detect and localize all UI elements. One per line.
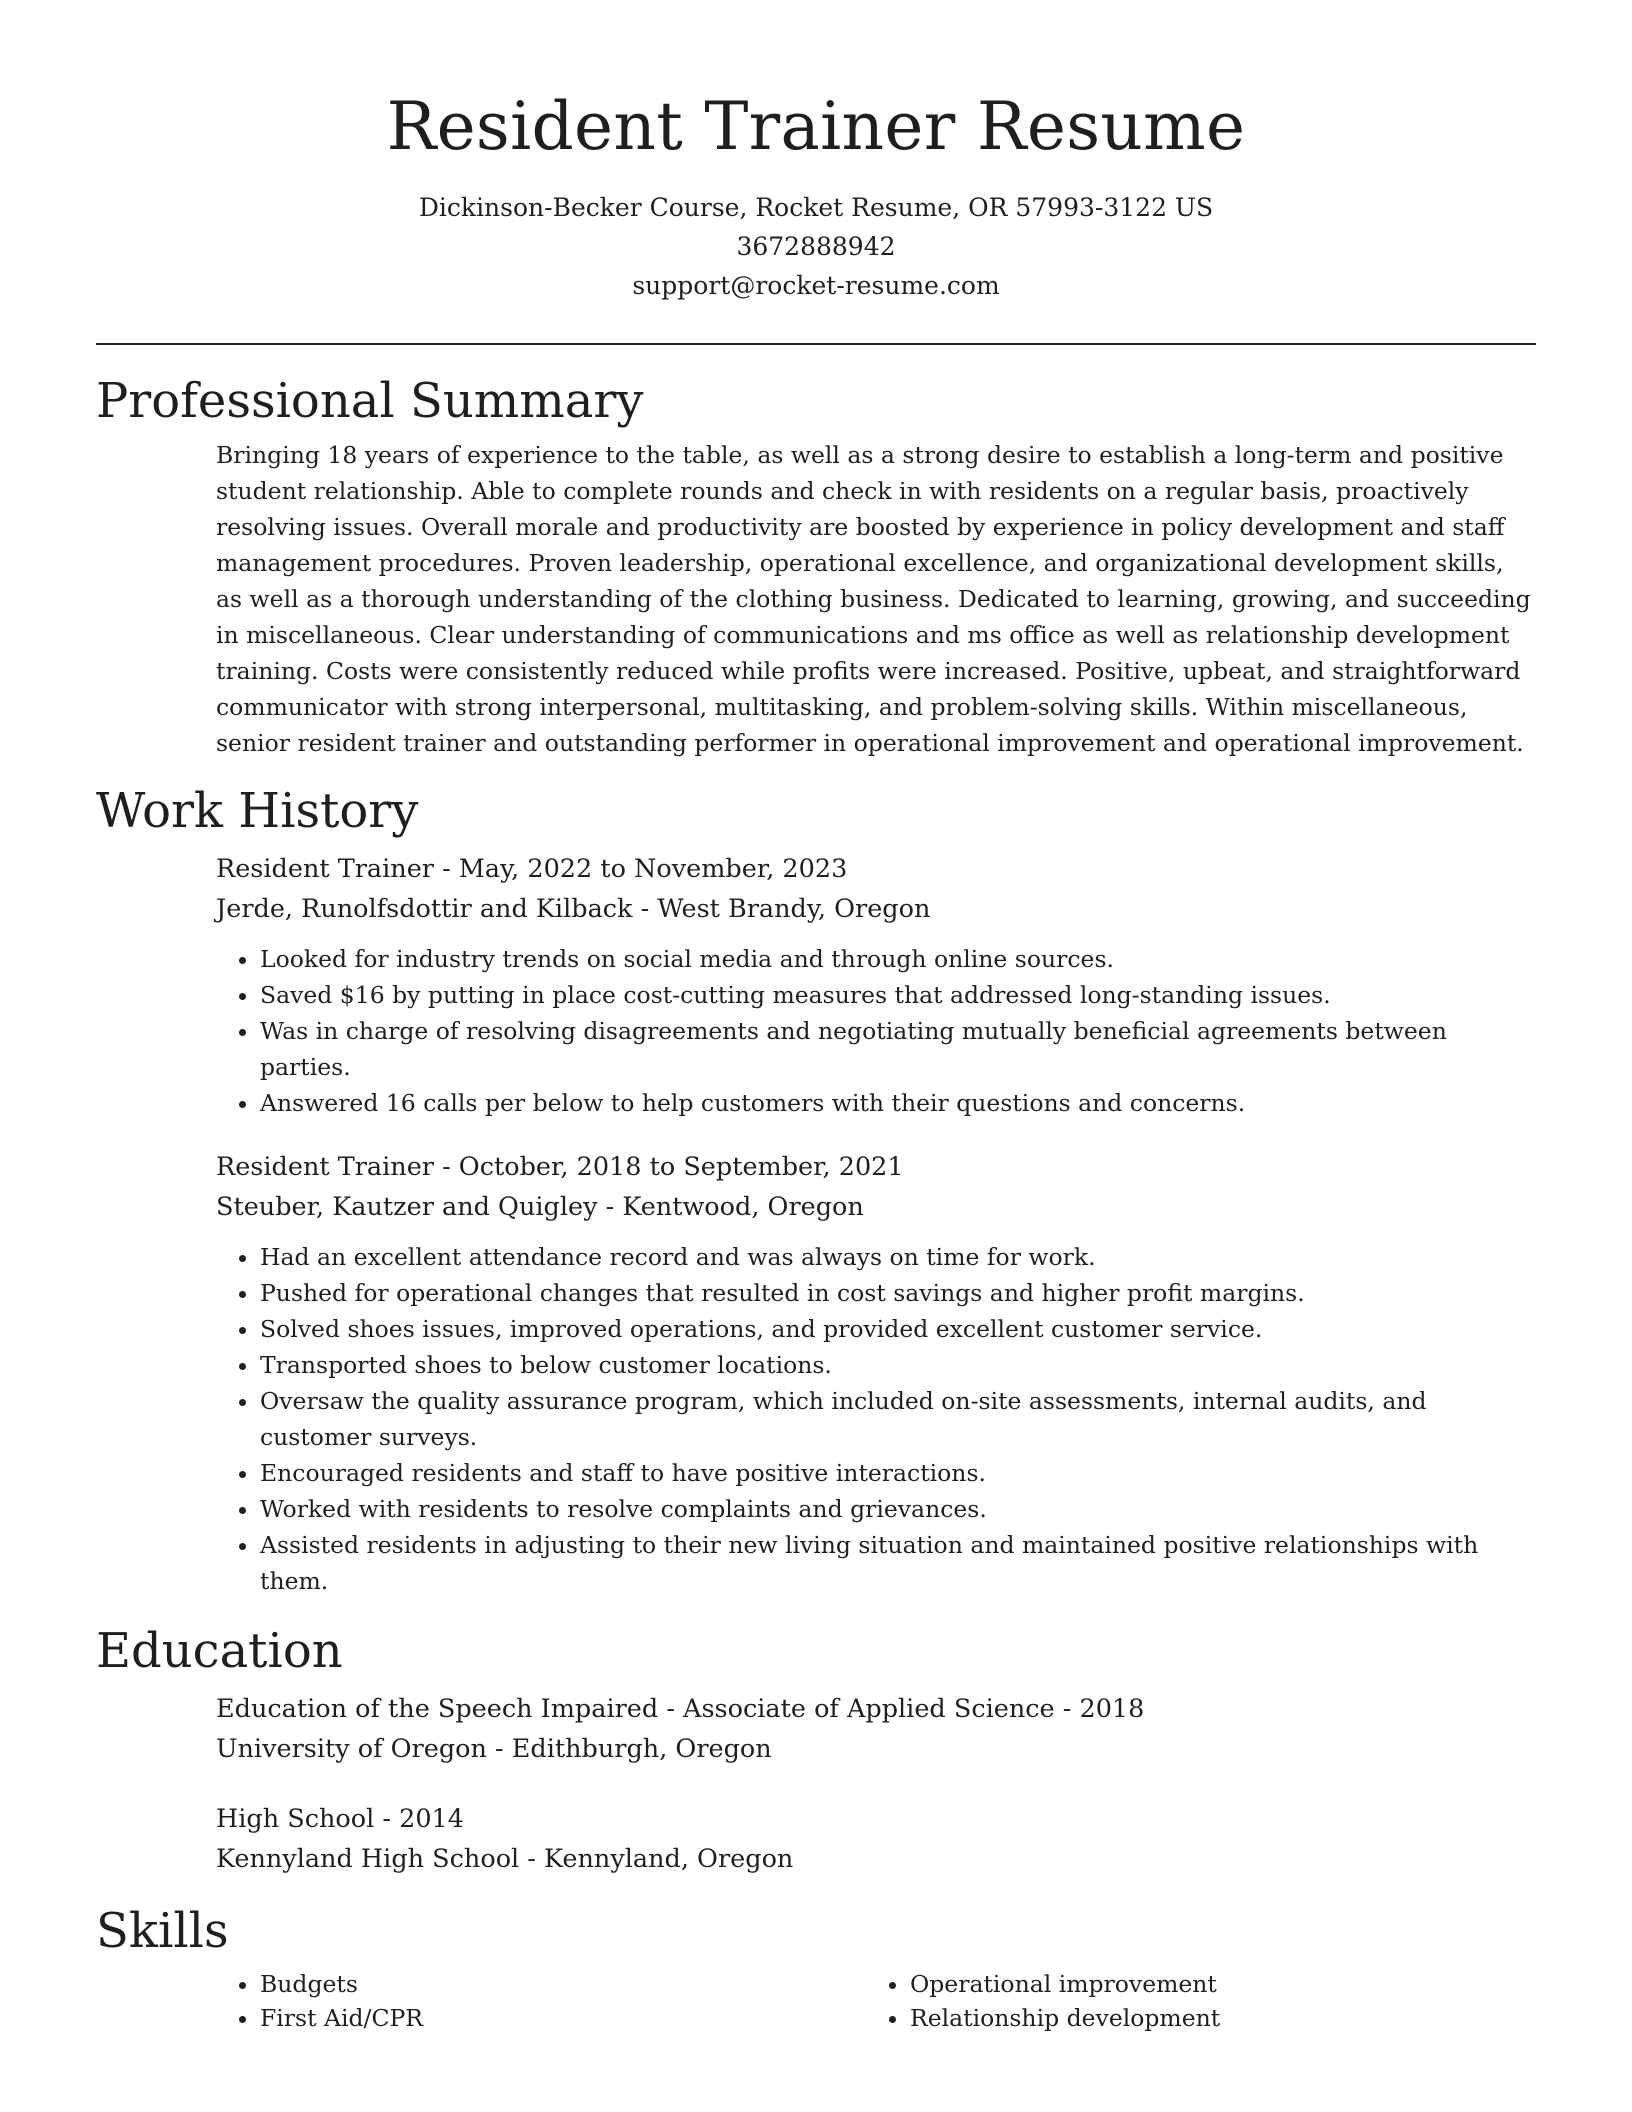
resume-header [96,0,1536,305]
job-entry [216,1147,1536,1599]
job-title: Resident Trainer [216,854,434,884]
job-bullet: • Encouraged residents and staff to have positive interactions. [260,1455,1536,1491]
summary-section [216,437,1536,761]
education-school: University of Oregon [216,1734,487,1764]
skill-item: • Budgets [260,1967,866,2001]
education-section [216,1689,1536,1879]
job-bullet: • Saved $16 by putting in place cost-cutting measures that addressed long-standing issues. [260,977,1536,1013]
summary-text: Bringing 18 years of experience to the table, as well as a strong desire to establish a long-term and positive student relationship. Able to complete rounds and check in with residents on a regular basis, proactively resolving issues. Overall morale and productivity are boosted by experience in policy development and staff management procedures. Proven leadership, operational excellence, and organizational development skills, as well as a thorough understanding of the clothing business. Dedicated to learning, growing, and succeeding in miscellaneous. Clear understanding of communications and ms office as well as relationship development training. Costs were consistently reduced while profits were increased. Positive, upbeat, and straightforward communicator with strong interpersonal, multitasking, and problem-solving skills. Within miscellaneous, senior resident trainer and outstanding performer in operational improvement and operational improvement. [216,441,1531,757]
job-company-line [216,889,1536,929]
resume-title: Resident Trainer Resume [386,88,1246,165]
job-bullet: • Was in charge of resolving disagreements and negotiating mutually beneficial agreements between parties. [260,1013,1536,1085]
work-history-section [216,849,1536,1599]
job-title-line [216,849,1536,889]
education-year: - 2018 [1054,1694,1145,1724]
job-company: Jerde, Runolfsdottir and Kilback [216,894,633,924]
job-title: Resident Trainer [216,1152,434,1182]
contact-phone: 3672888942 [736,232,896,261]
skill-item: • Operational improvement [910,1967,1516,2001]
job-location: - Kentwood, Oregon [597,1192,864,1222]
contact-address: Dickinson-Becker Course, Rocket Resume, OR 57993-3122 US [418,193,1214,222]
job-bullet: • Transported shoes to below customer locations. [260,1347,1536,1383]
skills-grid [216,1967,1536,2035]
job-bullet: • Answered 16 calls per below to help customers with their questions and concerns. [260,1085,1536,1121]
job-bullet-list [216,1239,1536,1599]
education-school: Kennyland High School [216,1844,520,1874]
job-dates: - May, 2022 to November, 2023 [433,854,848,884]
education-year: - 2014 [374,1804,465,1834]
education-program-line [216,1799,1536,1839]
job-title-line [216,1147,1536,1187]
contact-email: support@rocket-resume.com [632,271,1000,300]
education-entry [216,1689,1536,1769]
skill-item: • First Aid/CPR [260,2001,866,2035]
education-program: Education of the Speech Impaired - Associate of Applied Science [216,1694,1055,1724]
job-bullet: • Oversaw the quality assurance program, which included on-site assessments, internal audits, and customer surveys. [260,1383,1536,1455]
job-entry [216,849,1536,1121]
job-location: - West Brandy, Oregon [632,894,931,924]
job-dates: - October, 2018 to September, 2021 [433,1152,904,1182]
skills-column-left [216,1967,866,2035]
section-heading-summary: Professional Summary [96,373,644,429]
job-bullet: • Solved shoes issues, improved operations, and provided excellent customer service. [260,1311,1536,1347]
skill-item: • Relationship development [910,2001,1516,2035]
job-company: Steuber, Kautzer and Quigley [216,1192,598,1222]
job-bullet: • Looked for industry trends on social media and through online sources. [260,941,1536,977]
education-entry [216,1799,1536,1879]
job-bullet-list [216,941,1536,1121]
resume-page [96,0,1536,2035]
education-location: - Kennyland, Oregon [519,1844,794,1874]
section-heading-education: Education [96,1623,343,1679]
skills-column-right [866,1967,1516,2035]
job-company-line [216,1187,1536,1227]
education-program-line [216,1689,1536,1729]
section-heading-work-history: Work History [96,783,419,839]
education-location: - Edithburgh, Oregon [486,1734,772,1764]
skills-section [216,1967,1536,2035]
job-bullet: • Had an excellent attendance record and was always on time for work. [260,1239,1536,1275]
header-divider [96,343,1536,345]
job-bullet: • Worked with residents to resolve complaints and grievances. [260,1491,1536,1527]
education-school-line [216,1729,1536,1769]
education-program: High School [216,1804,375,1834]
education-school-line [216,1839,1536,1879]
job-bullet: • Pushed for operational changes that resulted in cost savings and higher profit margins. [260,1275,1536,1311]
job-bullet: • Assisted residents in adjusting to their new living situation and maintained positive relationships with them. [260,1527,1536,1599]
section-heading-skills: Skills [96,1903,229,1959]
